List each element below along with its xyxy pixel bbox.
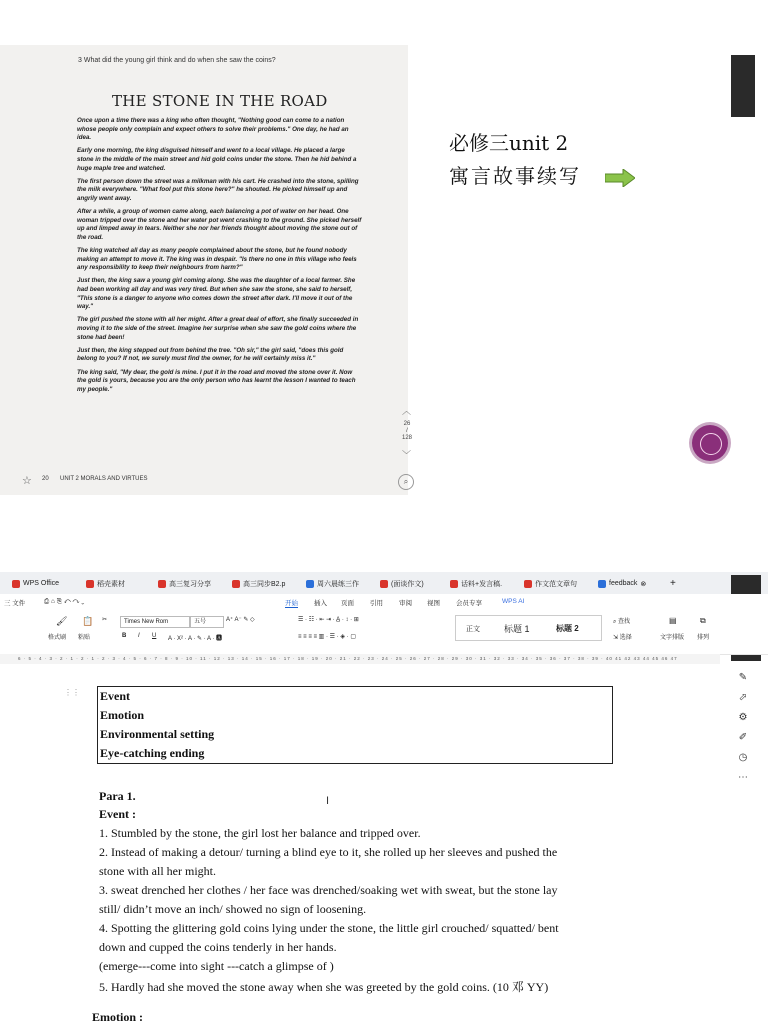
text-effects-icons[interactable]: A · X² · A · ✎ · A · 🅰 — [168, 636, 223, 642]
tab-bar — [0, 572, 768, 594]
styles-gallery — [455, 615, 602, 641]
doc-icon — [86, 580, 94, 588]
quick-access-icons[interactable]: ⎙ ⌂ ⎘ ↶ ↷ ⌄ — [44, 598, 85, 605]
tab-docer[interactable] — [86, 577, 125, 590]
para-heading: Para 1. — [99, 789, 136, 803]
story-paragraph: The first person down the street was a milkman with his cart. He crashed into the stone, spilling the milk everywhere. "What fool put this stone here?" he shouted. He picked himself up and angrily went away. — [77, 177, 359, 202]
tab-label: 作文范文章句 — [535, 580, 577, 588]
ruler[interactable] — [0, 654, 720, 664]
tab-label: 周六晨练三作 — [317, 580, 359, 588]
tab-label: 高三同步B2.p — [243, 580, 286, 588]
page-current: 26 — [403, 421, 411, 427]
tab-label: (面谈作文) — [391, 580, 424, 588]
side-panel-strip — [731, 55, 755, 117]
story-text — [77, 117, 362, 399]
menu-member[interactable]: 会员专享 — [456, 600, 482, 607]
body-line: 2. Instead of making a detour/ turning a blind eye to it, she rolled up her sleeves and pushed the — [99, 845, 558, 859]
chevron-up-icon[interactable]: ︿ — [402, 406, 412, 416]
new-tab-button[interactable] — [670, 577, 676, 590]
pdf-icon — [524, 580, 532, 588]
page-divider: / — [406, 428, 408, 434]
zoom-icon[interactable]: ⌕ — [398, 474, 414, 490]
box-item: Event — [100, 689, 130, 703]
story-paragraph: The girl pushed the stone with all her might. After a great deal of effort, she finally succeeded in moving it to the side of the street. Imagine her surprise when she saw the gold coins where the stone had been! — [77, 316, 359, 341]
body-line: 4. Spotting the glittering gold coins lying under the stone, the little girl crouched/ squatted/ bent — [99, 921, 559, 935]
paste-icon[interactable]: 📋 — [82, 616, 94, 626]
slide-area — [0, 0, 768, 500]
tab-document[interactable] — [306, 577, 359, 590]
tab-label: 话料+发言稿. — [461, 580, 503, 588]
drag-handle-icon[interactable]: ⋮⋮ — [64, 688, 80, 697]
menu-file[interactable]: 三 文件 — [4, 600, 26, 607]
pdf-icon — [232, 580, 240, 588]
ribbon-toolbar — [0, 610, 768, 655]
bold-icon[interactable]: B — [122, 633, 127, 639]
word-icon — [306, 580, 314, 588]
text-layout-icon[interactable]: ▤ — [669, 616, 677, 625]
ruler-numbers: 6 · 5 · 4 · 3 · 2 · 1 · 2 · 1 · 2 · 3 · 4 · 5 · 6 · 7 · 8 · 9 · 10 · 11 · 12 · 13 · 14 · 15 · 16 · 17 · 18 · 19 · 20 · 21 · 22 · 23 · 24 · 25 · 26 · 27 · 28 · 29 · 30 · 31 · 32 · 33 · 34 · 35 · 36 · 37 · 38 · 39 · 40 41 42 43 44 45 46 47 — [18, 656, 678, 661]
pdf-icon — [158, 580, 166, 588]
pdf-icon — [380, 580, 388, 588]
tab-document[interactable] — [232, 577, 285, 590]
page-number: 20 — [42, 476, 49, 482]
settings-sliders-icon[interactable]: ⚙ — [738, 712, 748, 723]
tab-document[interactable] — [450, 577, 502, 590]
story-paragraph: Just then, the king stepped out from behind the tree. "Oh sir," the girl said, "does this gold belong to you? If not, we surely must find the owner, for he will certainly miss it." — [77, 346, 344, 363]
box-item: Emotion — [100, 708, 145, 722]
clock-icon[interactable]: ◷ — [738, 752, 748, 763]
story-paragraph: Early one morning, the king disguised himself and went to a local village. He placed a large stone in the middle of the main street and hid gold coins under the stone. Then he hid behind a huge maple tree and watched. — [77, 147, 357, 172]
story-paragraph: After a while, a group of women came along, each balancing a pot of water on her head. One woman tripped over the stone and her water pot went crashing to the ground. She picked herself up and limped away in tears. Neither she nor her friends thought about moving the stone out of the road. — [77, 208, 362, 241]
close-icon[interactable]: ⊗ — [640, 580, 647, 588]
body-line: 5. Hardly had she moved the stone away when she was greeted by the gold coins. (10 邓 YY) — [99, 980, 549, 994]
page-total: 128 — [401, 435, 412, 441]
box-item: Eye-catching ending — [100, 746, 205, 760]
wps-logo-icon — [12, 580, 20, 588]
pdf-icon — [450, 580, 458, 588]
page-indicator — [398, 421, 416, 442]
find-label: 查找 — [618, 619, 631, 625]
tab-label: 稻壳素材 — [97, 580, 125, 588]
school-logo — [692, 425, 728, 461]
body-line: still/ didn’t move an inch/ showed no sign of loosening. — [99, 902, 367, 916]
body-line: down and cupped the coins tenderly in her hands. — [99, 940, 337, 954]
tab-wps-office[interactable] — [12, 577, 59, 590]
menu-references[interactable]: 引用 — [370, 600, 383, 607]
event-label: Event : — [99, 807, 136, 821]
arrow-right-icon — [605, 169, 635, 187]
align-icons[interactable]: ≡ ≡ ≡ ≡ ▥ · ☰ · ◈ · ▢ — [298, 634, 356, 640]
tab-document[interactable] — [380, 577, 424, 590]
italic-icon[interactable]: I — [138, 633, 140, 639]
format-painter-icon[interactable]: 🖌 — [56, 616, 68, 626]
story-paragraph: The king watched all day as many people complained about the stone, but he found nobody making an attempt to move it. The king was in despair. "Is there no one in this village who feels any responsibility to keep their neighbours from harm?" — [77, 247, 357, 272]
plus-icon: + — [670, 578, 676, 589]
tab-feedback[interactable] — [598, 577, 646, 590]
font-size-select[interactable]: 五号 — [190, 616, 224, 628]
style-normal[interactable]: 正文 — [466, 626, 480, 633]
menu-bar — [0, 594, 768, 610]
unit-label: UNIT 2 MORALS AND VIRTUES — [60, 476, 148, 482]
format-painter-button[interactable]: 格式刷 — [48, 635, 67, 641]
word-icon — [598, 580, 606, 588]
cut-icon[interactable]: ✂ — [102, 617, 108, 623]
body-line: stone with all her might. — [99, 864, 216, 878]
underline-icon[interactable]: U — [152, 633, 157, 639]
story-paragraph: The king said, "My dear, the gold is mine. I put it in the road and moved the stone over it. Now the gold is yours, because you are the only person who has learnt the lesson I wanted to teach my people." — [77, 368, 356, 393]
box-item: Environmental setting — [100, 727, 215, 741]
tab-label: WPS Office — [23, 580, 60, 587]
style-heading-1[interactable]: 标题 1 — [504, 624, 530, 634]
arrange-icon[interactable]: ⧉ — [700, 616, 706, 625]
find-button[interactable] — [613, 616, 630, 626]
pen-icon[interactable]: ✎ — [738, 672, 748, 683]
elements-box — [97, 686, 613, 764]
search-icon: ⌕ — [613, 619, 617, 625]
menu-insert[interactable]: 插入 — [314, 600, 327, 607]
edit-box-icon[interactable]: ✐ — [738, 732, 748, 743]
book-footer — [22, 474, 402, 490]
list-icons[interactable]: ☰ · ☷ · ⇤ ⇥ · A̲ · ↕ · ⊞ — [298, 617, 359, 623]
document-page[interactable] — [0, 664, 720, 1024]
tab-document[interactable] — [158, 577, 211, 590]
menu-review[interactable]: 审阅 — [399, 600, 412, 607]
paste-button[interactable]: 粘贴 — [78, 635, 91, 641]
slide-title-line2: 寓言故事续写 — [449, 164, 581, 188]
body-line: 3. sweat drenched her clothes / her face was drenched/soaking wet with sweat, but the stone lay — [99, 883, 558, 897]
body-line: (emerge---come into sight ---catch a glimpse of ) — [99, 959, 334, 973]
tab-document[interactable] — [524, 577, 577, 590]
cursor-icon[interactable]: ⬀ — [738, 692, 748, 703]
question-line: 3 What did the young girl think and do when she saw the coins? — [78, 57, 276, 64]
slide-title-line1: 必修三unit 2 — [449, 131, 569, 155]
text-cursor: I — [326, 795, 330, 807]
font-grow-icon[interactable]: A⁺ A⁻ ✎ ◇ — [226, 617, 255, 623]
select-button[interactable] — [613, 632, 632, 641]
body-line: 1. Stumbled by the stone, the girl lost her balance and tripped over. — [99, 826, 421, 840]
tab-label: feedback — [609, 580, 638, 587]
story-paragraph: Once upon a time there was a king who often thought, "Nothing good can come to a nation whose people only complain and expect others to solve their problems." One day, he had an idea. — [77, 117, 349, 142]
chevron-down-icon[interactable]: ﹀ — [402, 450, 412, 460]
emotion-heading: Emotion : — [92, 1010, 143, 1024]
select-icon: ⇲ — [613, 635, 619, 641]
star-icon[interactable]: ☆ — [22, 475, 32, 487]
menu-home[interactable]: 开始 — [285, 600, 298, 607]
font-name-select[interactable]: Times New Rom — [120, 616, 190, 628]
logo-emblem — [700, 433, 722, 455]
wps-window — [0, 572, 768, 1024]
style-heading-2[interactable]: 标题 2 — [556, 624, 579, 633]
tab-label: 高三复习分享 — [169, 580, 211, 588]
text-layout-button[interactable]: 文字排版 — [660, 635, 685, 641]
menu-page[interactable]: 页面 — [341, 600, 354, 607]
more-icon[interactable]: ⋯ — [738, 772, 748, 783]
menu-view[interactable]: 视图 — [427, 600, 440, 607]
select-label: 选择 — [619, 635, 632, 641]
menu-wps-ai[interactable]: WPS AI — [502, 598, 525, 605]
story-paragraph: Just then, the king saw a young girl coming along. She was the daughter of a local farmer. She had been working all day and was very tired. But when she saw the stone, she said to herself, "This stone is a danger to anyone who comes down the street after dark. I'll move it out of the way." — [77, 277, 356, 311]
story-title: THE STONE IN THE ROAD — [112, 92, 328, 110]
arrange-button[interactable]: 排列 — [697, 635, 710, 641]
